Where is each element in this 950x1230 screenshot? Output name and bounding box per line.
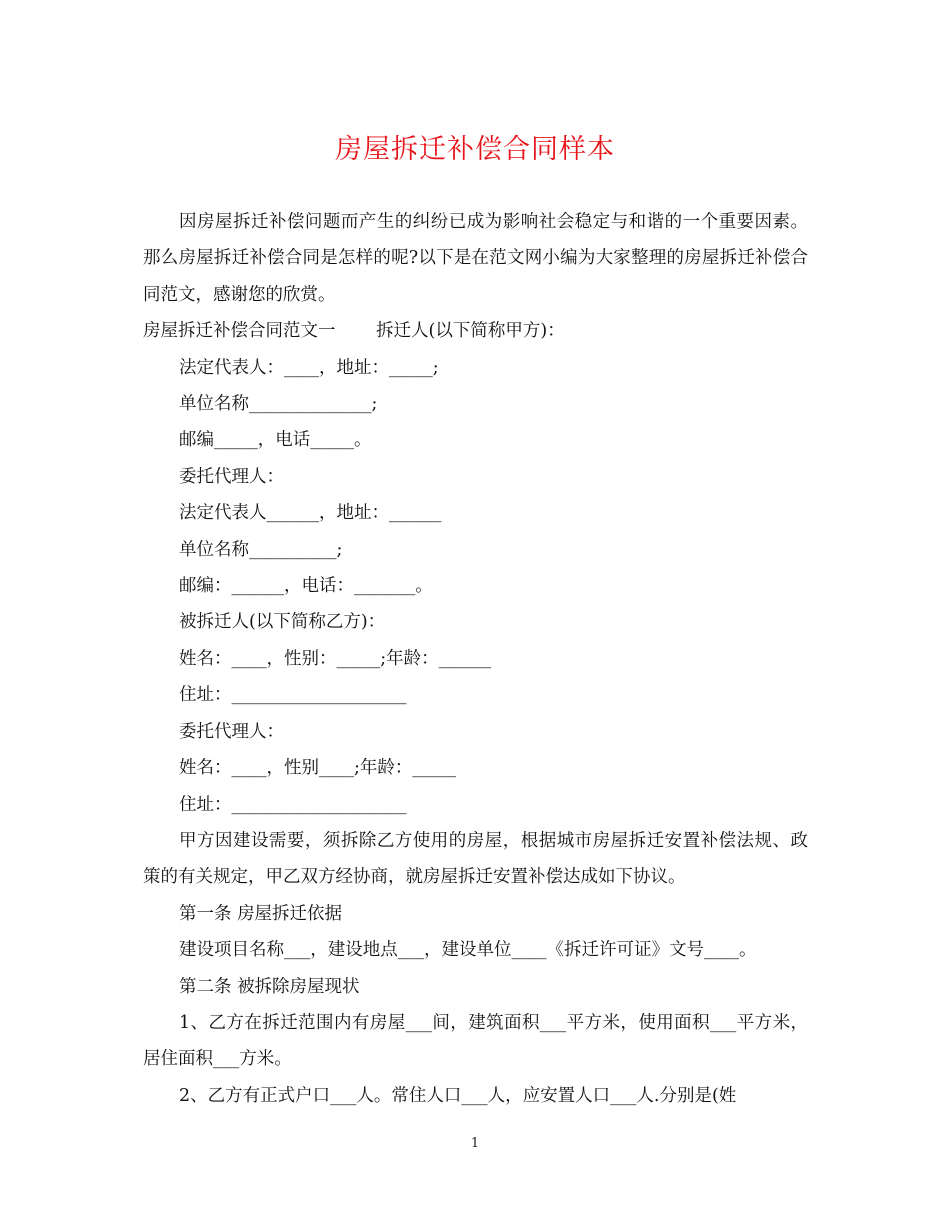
article-2-item-1: 1、乙方在拆迁范围内有房屋___间，建筑面积___平方米，使用面积___平方米，居住面积___方米。 — [143, 1012, 808, 1070]
paragraph-agent-postcode: 邮编：______，电话：_______。 — [179, 576, 433, 597]
article-2-item-2: 2、乙方有正式户口___人。常住人口___人，应安置人口___人.分别是(姓 — [179, 1085, 737, 1106]
paragraph-party-b-agent: 委托代理人： — [179, 721, 284, 742]
document-title: 房屋拆迁补偿合同样本 — [335, 134, 615, 165]
paragraph-party-b: 被拆迁人(以下简称乙方)： — [179, 612, 386, 633]
paragraph-party-a-unit-name: 单位名称______________; — [179, 394, 378, 415]
document-body — [143, 204, 808, 1114]
article-2-heading: 第二条 被拆除房屋现状 — [179, 976, 360, 997]
paragraph-party-b-name: 姓名：____，性别：_____;年龄：______ — [179, 648, 492, 669]
paragraph-intro: 因房屋拆迁补偿问题而产生的纠纷已成为影响社会稳定与和谐的一个重要因素。那么房屋拆迁补偿合同是怎样的呢?以下是在范文网小编为大家整理的房屋拆迁补偿合同范文，感谢您的欣赏。 — [143, 212, 808, 305]
paragraph-agent-unit-name: 单位名称__________; — [179, 539, 343, 560]
article-1-heading: 第一条 房屋拆迁依据 — [179, 903, 343, 924]
paragraph-sample-heading: 房屋拆迁补偿合同范文一 拆迁人(以下简称甲方)： — [143, 321, 565, 342]
paragraph-party-b-address: 住址：____________________ — [179, 685, 407, 706]
paragraph-party-b-agent-name: 姓名：____，性别____;年龄：_____ — [179, 758, 457, 779]
paragraph-agreement-basis: 甲方因建设需要，须拆除乙方使用的房屋，根据城市房屋拆迁安置补偿法规、政策的有关规定，甲乙双方经协商，就房屋拆迁安置补偿达成如下协议。 — [143, 830, 808, 888]
paragraph-party-a-legal-rep: 法定代表人：____，地址：_____; — [179, 357, 439, 378]
paragraph-party-a-agent: 委托代理人： — [179, 466, 284, 487]
page-number: 1 — [470, 1136, 480, 1151]
paragraph-party-a-postcode: 邮编_____，电话_____。 — [179, 430, 372, 451]
article-1-project-info: 建设项目名称___，建设地点___，建设单位____《拆迁许可证》文号____。 — [179, 940, 757, 961]
paragraph-party-b-agent-address: 住址：____________________ — [179, 794, 407, 815]
paragraph-agent-legal-rep: 法定代表人______，地址：______ — [179, 503, 442, 524]
